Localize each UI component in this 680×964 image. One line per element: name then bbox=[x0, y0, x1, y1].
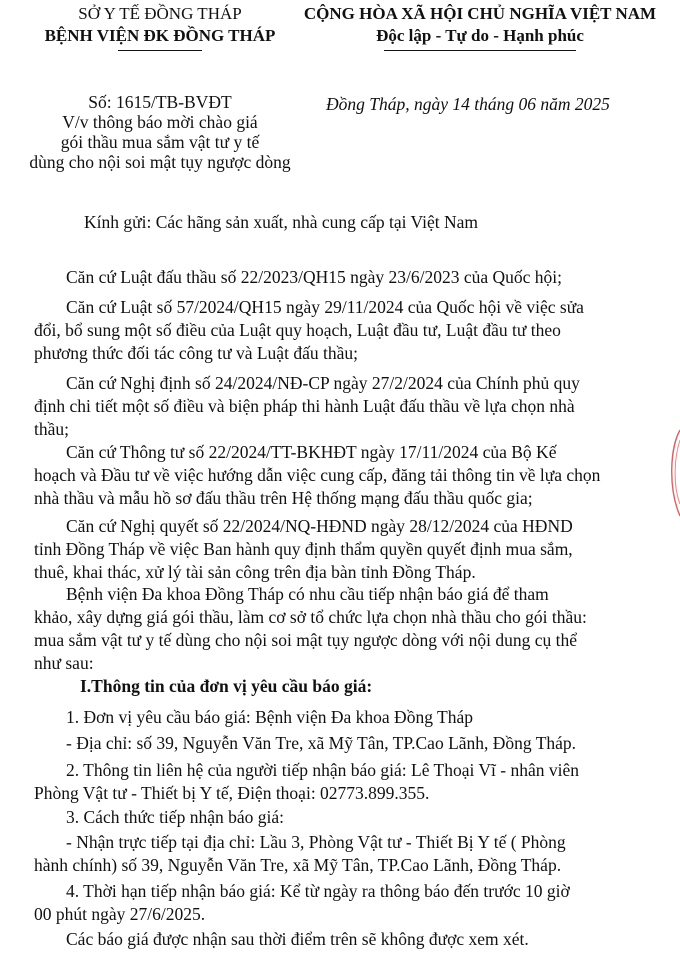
paragraph-legal-basis-4 bbox=[34, 441, 650, 510]
motto-underline bbox=[384, 50, 576, 51]
paragraph-line: - Địa chỉ: số 39, Nguyễn Văn Tre, xã Mỹ Tân, TP.Cao Lãnh, Đồng Tháp. bbox=[66, 733, 577, 753]
paragraph-line: như sau: bbox=[34, 653, 94, 673]
paragraph-line: 00 phút ngày 27/6/2025. bbox=[34, 904, 206, 924]
paragraph-line: đổi, bổ sung một số điều của Luật quy hoạch, Luật đầu tư, Luật đầu tư theo bbox=[34, 320, 561, 340]
paragraph-line: Bệnh viện Đa khoa Đồng Tháp có nhu cầu tiếp nhận báo giá để tham bbox=[66, 584, 549, 604]
paragraph-line: Căn cứ Nghị quyết số 22/2024/NQ-HĐND ngày 28/12/2024 của HĐND bbox=[66, 516, 573, 536]
paragraph-line: Các báo giá được nhận sau thời điểm trên sẽ không được xem xét. bbox=[66, 929, 529, 949]
section-1-title: I.Thông tin của đơn vị yêu cầu báo giá: bbox=[80, 676, 373, 696]
paragraph-line: 4. Thời hạn tiếp nhận báo giá: Kể từ ngày ra thông báo đến trước 10 giờ bbox=[66, 881, 570, 901]
subject-line-2: gói thầu mua sắm vật tư y tế bbox=[60, 132, 260, 152]
document-number: Số: 1615/TB-BVĐT bbox=[88, 92, 232, 112]
paragraph-legal-basis-5 bbox=[34, 515, 650, 584]
paragraph-legal-basis-1 bbox=[34, 266, 650, 289]
section-1-item-3-detail bbox=[34, 831, 650, 877]
paragraph-line: Căn cứ Nghị định số 24/2024/NĐ-CP ngày 27/2/2024 của Chính phủ quy bbox=[66, 373, 580, 393]
paragraph-line: Căn cứ Thông tư số 22/2024/TT-BKHĐT ngày 17/11/2024 của Bộ Kế bbox=[66, 442, 557, 462]
paragraph-line: phương thức đối tác công tư và Luật đấu thầu; bbox=[34, 343, 358, 363]
paragraph-line: định chi tiết một số điều và biện pháp thi hành Luật đấu thầu về lựa chọn nhà bbox=[34, 396, 575, 416]
paragraph-line: tỉnh Đồng Tháp về việc Ban hành quy định thẩm quyền quyết định mua sắm, bbox=[34, 539, 573, 559]
agency-name: SỞ Y TẾ ĐỒNG THÁP bbox=[78, 4, 242, 23]
hospital-name: BỆNH VIỆN ĐK ĐỒNG THÁP bbox=[44, 26, 276, 45]
recipient: Kính gửi: Các hãng sản xuất, nhà cung cấp tại Việt Nam bbox=[84, 212, 478, 232]
section-1-item-1-address bbox=[34, 732, 650, 755]
paragraph-line: hành chính) số 39, Nguyễn Văn Tre, xã Mỹ Tân, TP.Cao Lãnh, Đồng Tháp. bbox=[34, 855, 562, 875]
paragraph-request bbox=[34, 583, 650, 675]
nation-motto: Độc lập - Tự do - Hạnh phúc bbox=[376, 26, 584, 45]
paragraph-legal-basis-3 bbox=[34, 372, 650, 441]
paragraph-line: Căn cứ Luật đấu thầu số 22/2023/QH15 ngày 23/6/2023 của Quốc hội; bbox=[66, 267, 562, 287]
paragraph-line: 3. Cách thức tiếp nhận báo giá: bbox=[66, 807, 284, 827]
paragraph-line: 2. Thông tin liên hệ của người tiếp nhận báo giá: Lê Thoại Vĩ - nhân viên bbox=[66, 760, 580, 780]
date-line: Đồng Tháp, ngày 14 tháng 06 năm 2025 bbox=[326, 94, 610, 114]
subject-line-3: dùng cho nội soi mật tụy ngược dòng bbox=[29, 152, 291, 172]
section-1-item-2 bbox=[34, 759, 650, 805]
paragraph-line: nhà thầu và mẫu hồ sơ đấu thầu trên Hệ thống mạng đấu thầu quốc gia; bbox=[34, 488, 533, 508]
subject-line-1: V/v thông báo mời chào giá bbox=[62, 112, 258, 132]
nation-title: CỘNG HÒA XÃ HỘI CHỦ NGHĨA VIỆT NAM bbox=[303, 4, 657, 23]
paragraph-line: 1. Đơn vị yêu cầu báo giá: Bệnh viện Đa khoa Đồng Tháp bbox=[66, 707, 473, 727]
section-1-item-1 bbox=[34, 706, 650, 729]
section-1-note bbox=[34, 928, 650, 951]
section-1-item-4 bbox=[34, 880, 650, 926]
paragraph-line: Phòng Vật tư - Thiết bị Y tế, Điện thoại: 02773.899.355. bbox=[34, 783, 430, 803]
section-1-item-3 bbox=[34, 806, 650, 829]
paragraph-line: thầu; bbox=[34, 419, 69, 439]
paragraph-line: hoạch và Đầu tư về việc hướng dẫn việc cung cấp, đăng tải thông tin về lựa chọn bbox=[34, 465, 601, 485]
paragraph-line: - Nhận trực tiếp tại địa chỉ: Lầu 3, Phòng Vật tư - Thiết Bị Y tế ( Phòng bbox=[66, 832, 566, 852]
paragraph-line: thuê, khai thác, xử lý tài sản công trên địa bàn tỉnh Đồng Tháp. bbox=[34, 562, 476, 582]
paragraph-line: khảo, xây dựng giá gói thầu, làm cơ sở tổ chức lựa chọn nhà thầu cho gói thầu: bbox=[34, 607, 587, 627]
hospital-name-underline bbox=[118, 50, 202, 51]
stamp-fragment bbox=[666, 428, 680, 518]
paragraph-line: Căn cứ Luật số 57/2024/QH15 ngày 29/11/2024 của Quốc hội về việc sửa bbox=[66, 297, 584, 317]
paragraph-line: mua sắm vật tư y tế dùng cho nội soi mật tụy ngược dòng với nội dung cụ thể bbox=[34, 630, 577, 650]
paragraph-legal-basis-2 bbox=[34, 296, 650, 365]
